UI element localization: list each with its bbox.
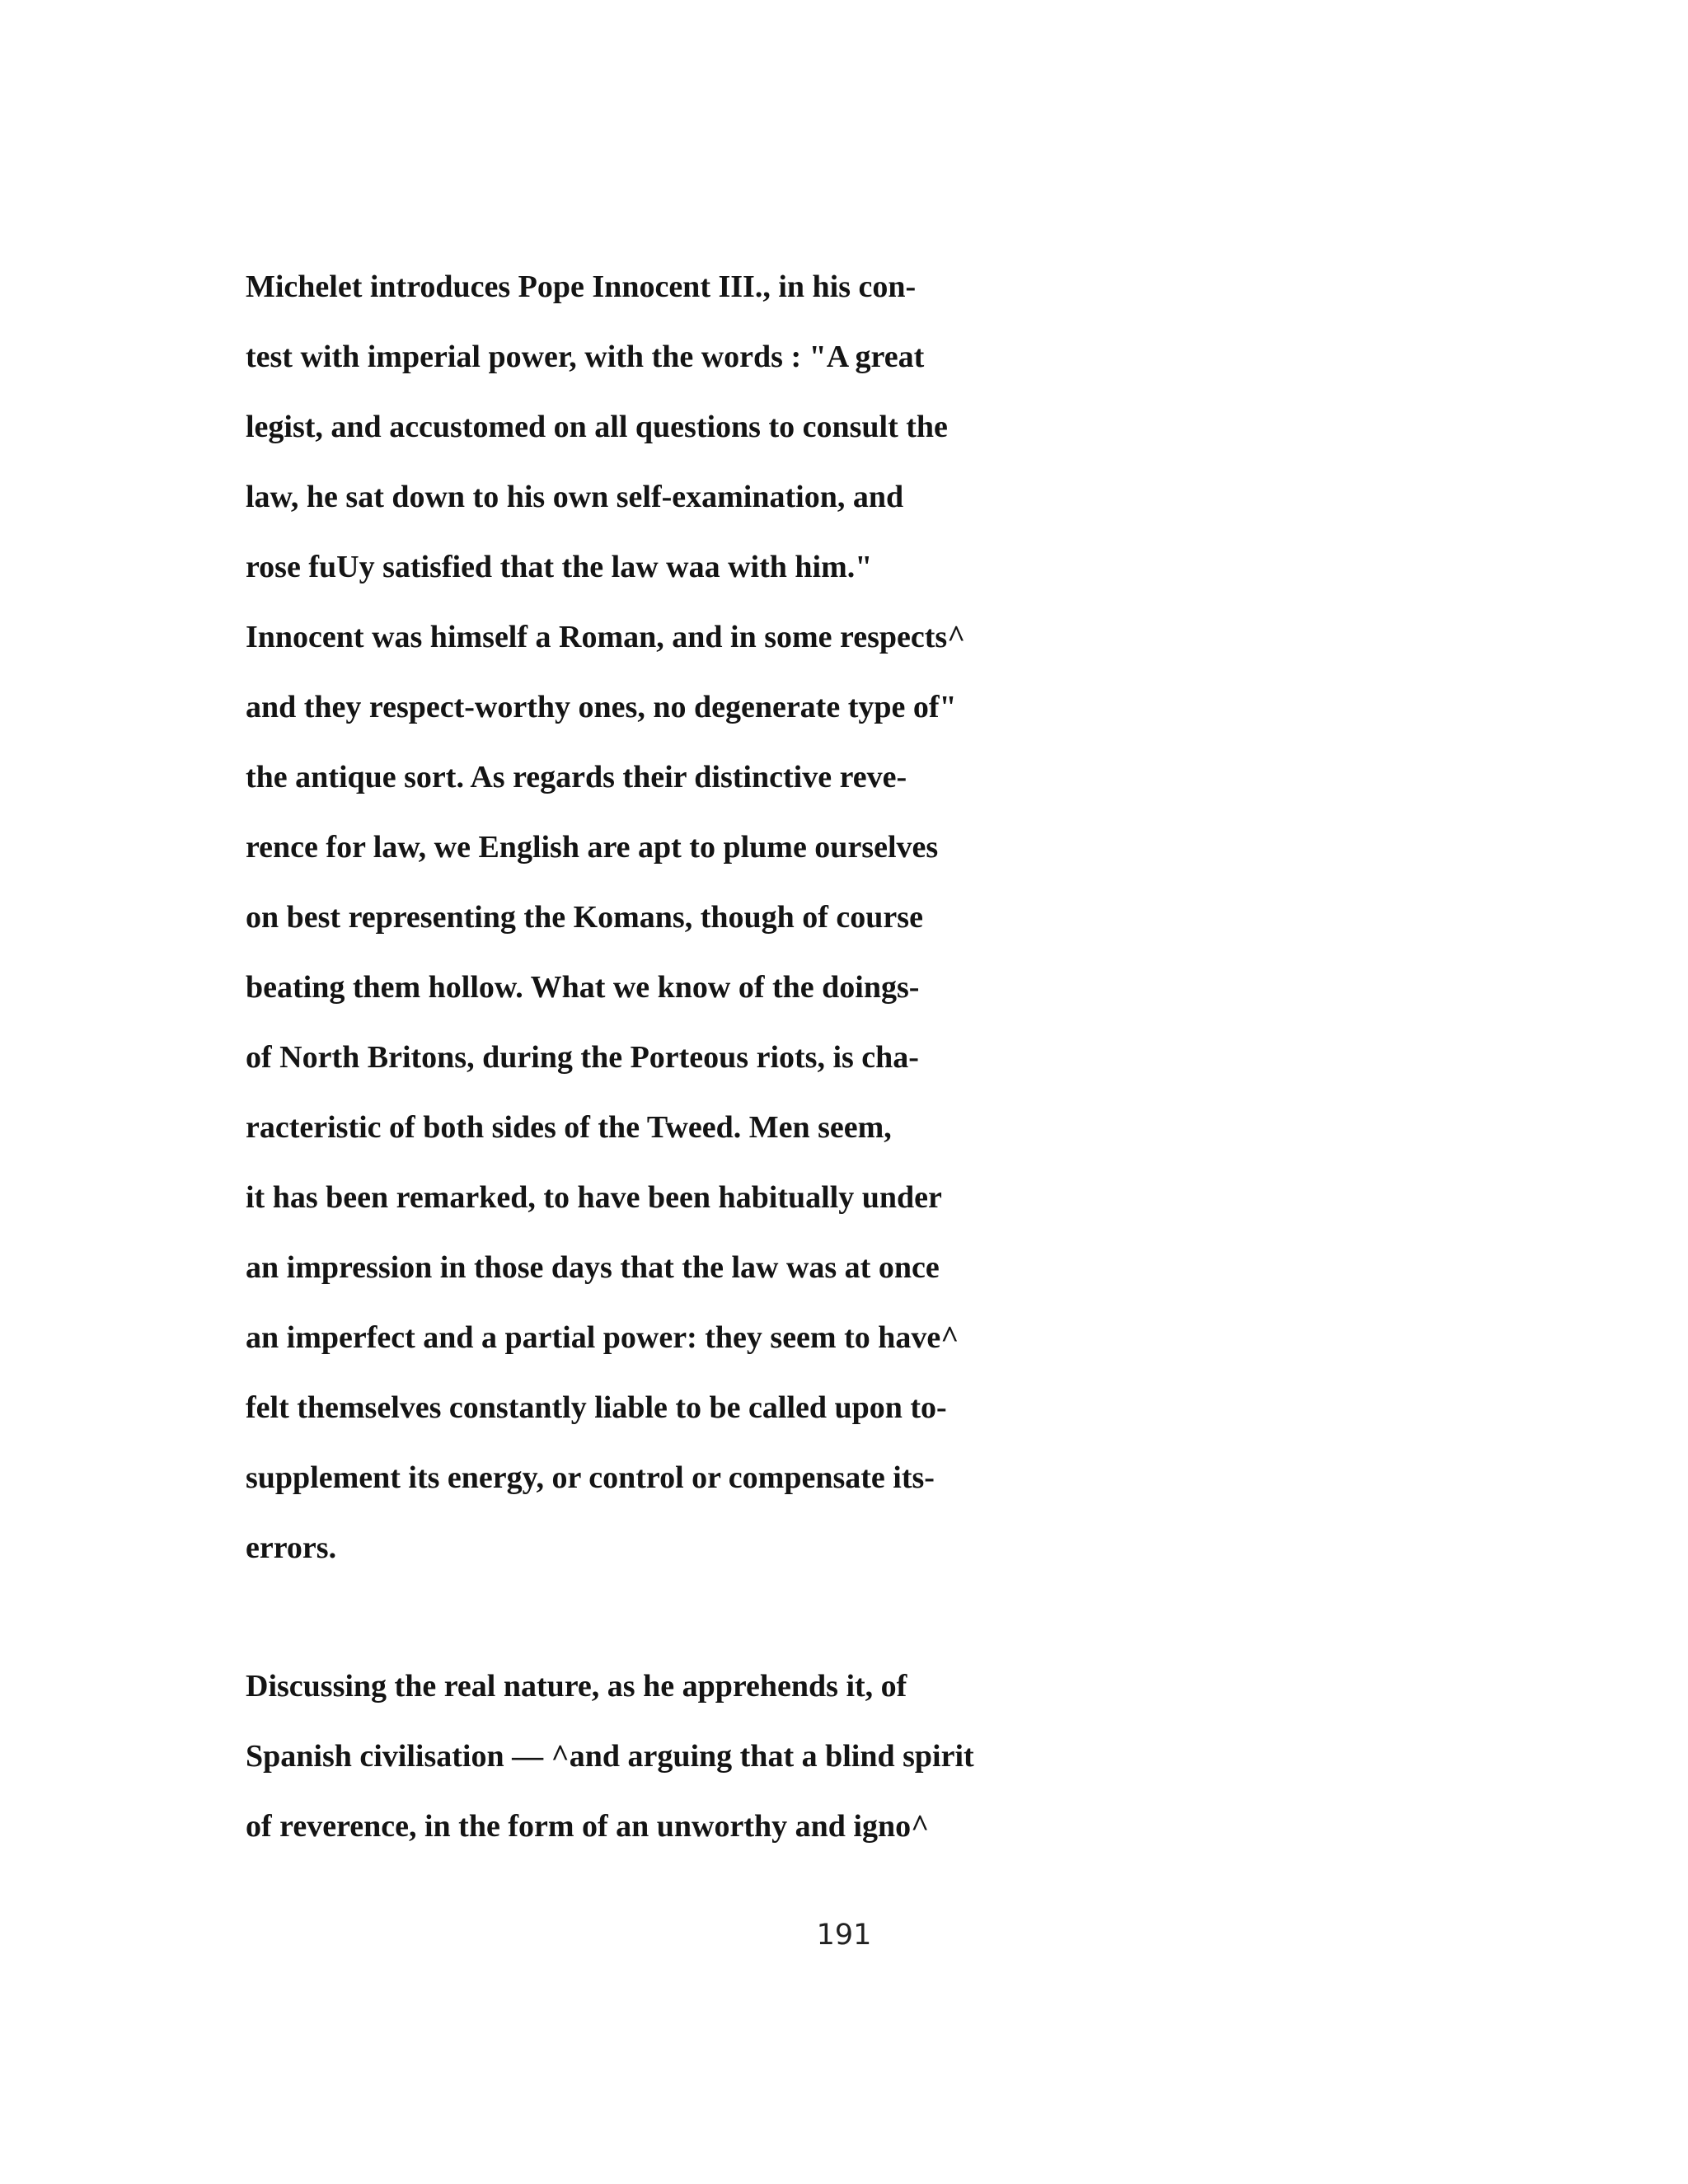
text-line: an impression in those days that the law was at once <box>246 1250 940 1285</box>
text-line: rence for law, we English are apt to plume ourselves <box>246 830 939 865</box>
paragraph-1 <box>246 262 1482 1593</box>
text-line: Michelet introduces Pope Innocent III., in his con- <box>246 269 917 304</box>
text-line: rose fuUy satisfied that the law waa with him." <box>246 550 873 584</box>
text-line: an imperfect and a partial power: they seem to have^ <box>246 1320 959 1355</box>
page-number: 191 <box>816 1919 872 1952</box>
text-line: and they respect-worthy ones, no degenerate type of" <box>246 690 957 724</box>
text-line: legist, and accustomed on all questions to consult the <box>246 410 948 444</box>
text-line: of reverence, in the form of an unworthy and igno^ <box>246 1809 930 1844</box>
text-line: on best representing the Komans, though of course <box>246 900 923 935</box>
text-line: law, he sat down to his own self-examination, and <box>246 480 904 514</box>
text-line: Discussing the real nature, as he apprehends it, of <box>246 1669 907 1704</box>
text-line: test with imperial power, with the words : "A great <box>246 340 925 374</box>
text-line: errors. <box>246 1530 337 1565</box>
text-line: racteristic of both sides of the Tweed. Men seem, <box>246 1110 892 1145</box>
text-line: Spanish civilisation — ^and arguing that a blind spirit <box>246 1739 974 1774</box>
text-line: supplement its energy, or control or compensate its- <box>246 1460 935 1495</box>
text-line: beating them hollow. What we know of the doings- <box>246 970 920 1005</box>
text-line: felt themselves constantly liable to be called upon to- <box>246 1390 947 1425</box>
paragraph-2 <box>246 1661 1482 1872</box>
text-line: it has been remarked, to have been habitually under <box>246 1180 942 1215</box>
text-line: Innocent was himself a Roman, and in some respects^ <box>246 620 966 654</box>
text-line: of North Britons, during the Porteous riots, is cha- <box>246 1040 919 1075</box>
text-line: the antique sort. As regards their distinctive reve- <box>246 760 907 794</box>
